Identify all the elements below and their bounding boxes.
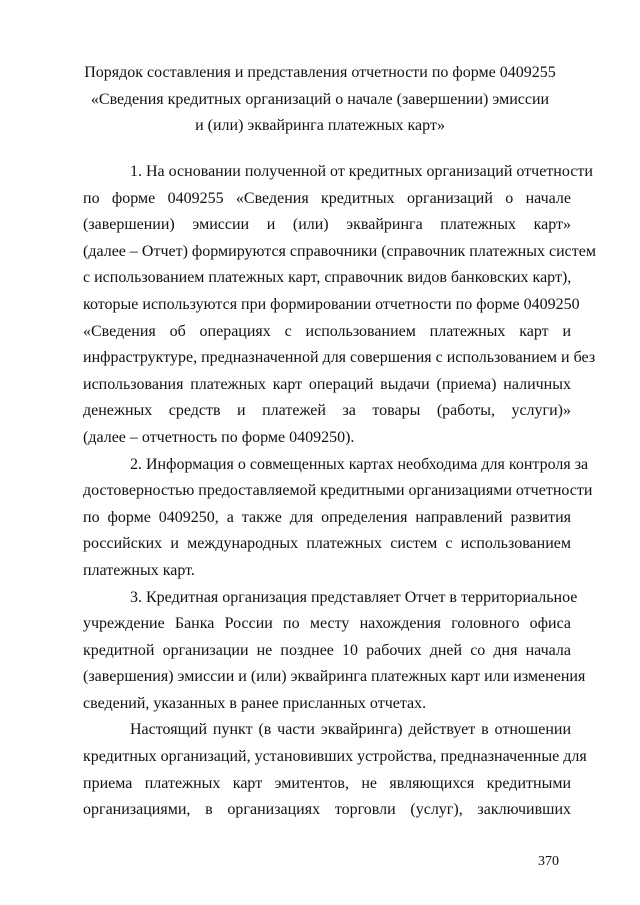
text-line: (завершения) эмиссии и (или) эквайринга платежных карт или изменения — [83, 668, 586, 686]
document-title — [60, 60, 580, 140]
text-line: учреждение Банка России по месту нахождения головного офиса — [83, 615, 571, 633]
page-number: 370 — [538, 854, 559, 869]
text-line: по форме 0409250, а также для определения направлений развития — [83, 508, 571, 526]
text-line: российских и международных платежных систем с использованием — [83, 535, 571, 553]
text-line: денежных средств и платежей за товары (работы, услуги)» — [83, 402, 571, 420]
text-line: которые используются при формировании отчетности по форме 0409250 — [83, 295, 580, 313]
text-line: достоверностью предоставляемой кредитными организациями отчетности — [83, 482, 593, 500]
text-line: инфраструктуре, предназначенной для совершения с использованием и без — [83, 349, 596, 367]
paragraph-2 — [83, 452, 593, 585]
text-line: организациями, в организациях торговли (услуг), заключивших — [83, 801, 571, 819]
title-line: Порядок составления и представления отчетности по форме 0409255 — [84, 64, 556, 81]
text-line: (завершении) эмиссии и (или) эквайринга платежных карт» — [83, 216, 571, 234]
text-line: платежных карт. — [83, 561, 195, 579]
text-line: приема платежных карт эмитентов, не являющихся кредитными — [83, 774, 571, 792]
text-line: с использованием платежных карт, справочник видов банковских карт), — [83, 269, 572, 287]
text-line: «Сведения об операциях с использованием платежных карт и — [83, 322, 571, 340]
text-line: по форме 0409255 «Сведения кредитных организаций о начале — [83, 189, 571, 207]
paragraph-1 — [83, 159, 596, 452]
text-line: (далее – Отчет) формируются справочники (справочник платежных систем — [83, 242, 596, 260]
text-line: Настоящий пункт (в части эквайринга) действует в отношении — [130, 721, 571, 739]
text-line: кредитных организаций, установивших устройства, предназначенные для — [83, 748, 587, 766]
text-line: 3. Кредитная организация представляет Отчет в территориальное — [130, 588, 578, 606]
text-line: кредитной организации не позднее 10 рабочих дней со дня начала — [83, 641, 571, 659]
paragraph-4 — [83, 717, 587, 823]
text-line: (далее – отчетность по форме 0409250). — [83, 428, 355, 446]
paragraph-3 — [83, 585, 586, 718]
text-line: сведений, указанных в ранее присланных отчетах. — [83, 694, 427, 712]
text-line: 1. На основании полученной от кредитных организаций отчетности — [130, 163, 593, 180]
title-line: «Сведения кредитных организаций о начале (завершении) эмиссии — [90, 90, 550, 108]
text-line: использования платежных карт операций выдачи (приема) наличных — [83, 375, 571, 393]
text-line: 2. Информация о совмещенных картах необходима для контроля за — [130, 455, 589, 473]
document-body — [83, 159, 596, 824]
title-line: и (или) эквайринга платежных карт» — [195, 117, 445, 134]
